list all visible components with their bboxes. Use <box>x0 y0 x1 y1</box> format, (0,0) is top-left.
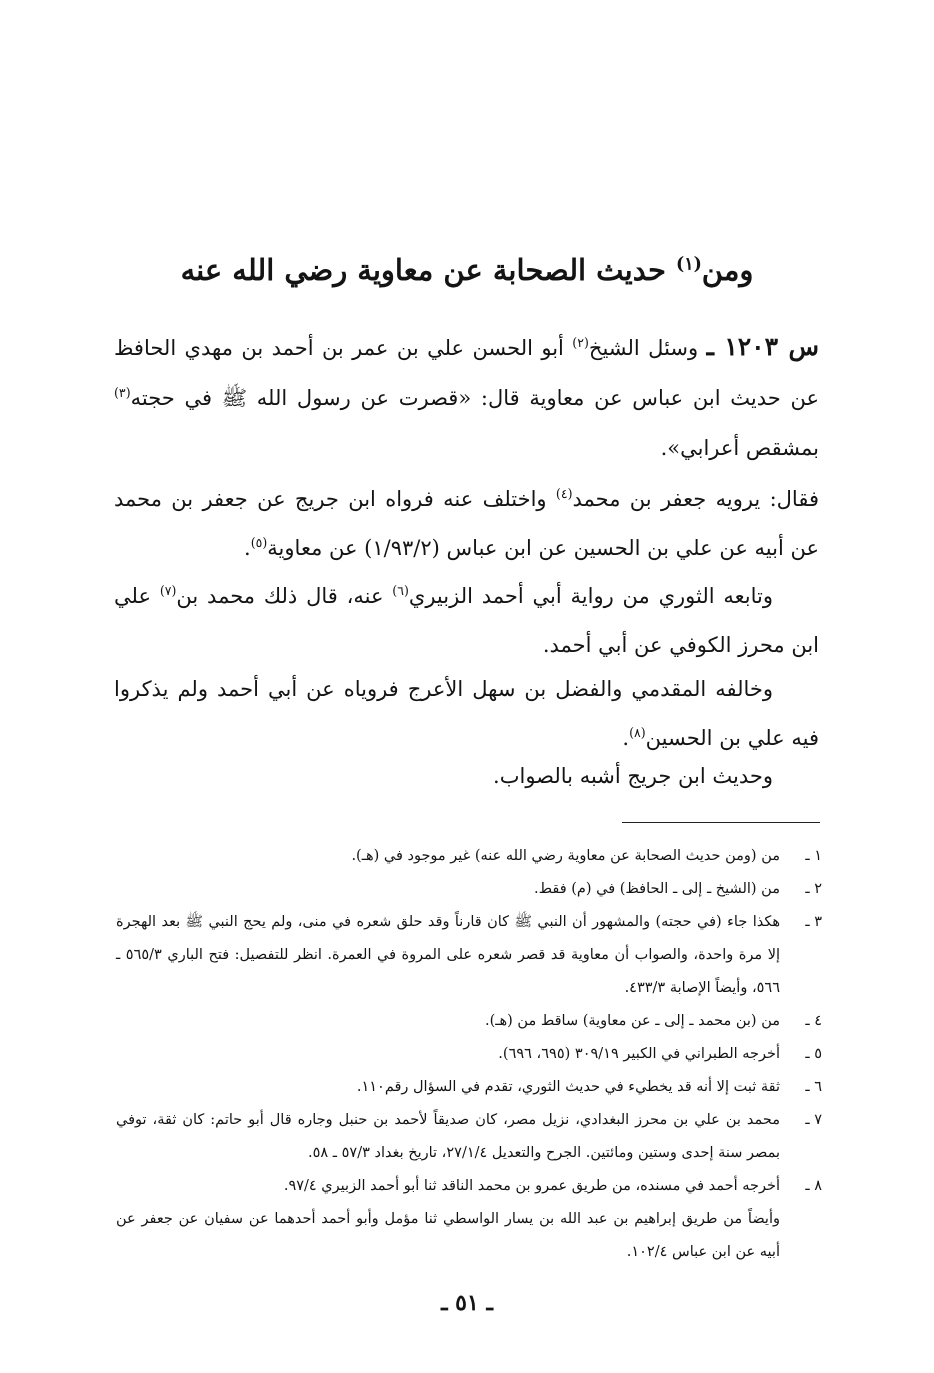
footnote-ref-8: (٨) <box>629 725 646 740</box>
conclusion-text: وحديث ابن جريج أشبه بالصواب. <box>493 764 773 788</box>
footnote-marker: ٢ ـ <box>805 881 822 897</box>
muqaddami-text: وخالفه المقدمي والفضل بن سهل الأعرج فروياه عن أبي أحمد ولم يذكروا فيه علي بن الحسين <box>114 677 819 750</box>
footnote-ref-6: (٦) <box>392 583 409 598</box>
footnote-marker: ٤ ـ <box>805 1013 822 1029</box>
question-number: س ١٢٠٣ ـ <box>706 332 819 361</box>
footnotes <box>116 840 822 1269</box>
paragraph-thawri <box>114 572 819 670</box>
footnote-ref-4: (٤) <box>555 486 573 501</box>
footnote-ref-2: (٢) <box>572 335 589 350</box>
footnote-1 <box>116 840 822 873</box>
footnote-text: من (ومن حديث الصحابة عن معاوية رضي الله عنه) غير موجود في (هـ). <box>351 848 780 864</box>
footnote-7 <box>116 1104 822 1170</box>
thawri-text-c: علي ابن محرز الكوفي عن أبي أحمد. <box>114 584 819 657</box>
answer-text-b: واختلف عنه فرواه ابن جريج عن جعفر بن محمد عن أبيه عن علي بن الحسين عن ابن عباس (١/٩٣/٢) عن معاوية <box>114 487 819 560</box>
answer-end: . <box>244 536 251 560</box>
answer-text-a: فقال: يرويه جعفر بن محمد <box>572 487 819 511</box>
question-text-a: وسئل الشيخ <box>588 336 699 360</box>
footnote-marker: ٨ ـ <box>805 1178 822 1194</box>
paragraph-muqaddami <box>114 665 819 763</box>
section-heading <box>110 250 824 290</box>
footnote-text: محمد بن علي بن محرز البغدادي، نزيل مصر، كان صديقاً لأحمد بن حنبل وجاره قال أبو حاتم: كان ثقة، توفي بمصر سنة إحدى وستين ومائتين. الجرح والتعديل ٢٧/١/٤، تاريخ بغداد ٥٧/٣ ـ ٥٨. <box>116 1112 780 1161</box>
footnote-ref-1: (١) <box>675 254 702 275</box>
thawri-text-a: وتابعه الثوري من رواية أبي أحمد الزبيري <box>408 584 773 608</box>
footnote-3 <box>116 906 822 1005</box>
footnote-8 <box>116 1170 822 1203</box>
footnote-marker: ٣ ـ <box>805 914 822 930</box>
footnote-ref-3: (٣) <box>114 385 131 400</box>
footnote-6 <box>116 1071 822 1104</box>
question-paragraph <box>114 322 819 473</box>
question-text-b: أبو الحسن علي بن عمر بن أحمد بن مهدي الحافظ عن حديث ابن عباس عن معاوية قال: «قصرت عن رسول الله ﷺ في حجته <box>114 336 819 410</box>
footnote-8-continuation: وأيضاً من طريق إبراهيم بن عبد الله بن يسار الواسطي ثنا مؤمل وأبو أحمد أحدهما عن سفيان عن جعفر عن أبيه عن ابن عباس ١٠٢/٤. <box>116 1211 780 1260</box>
footnote-marker: ٦ ـ <box>805 1079 822 1095</box>
footnote-2 <box>116 873 822 906</box>
answer-paragraph <box>114 475 819 573</box>
heading-text: حديث الصحابة عن معاوية رضي الله عنه <box>180 253 666 287</box>
page-number: ـ ٥١ ـ <box>441 1290 493 1316</box>
footnote-4 <box>116 1005 822 1038</box>
footnote-marker: ٧ ـ <box>805 1112 822 1128</box>
footnote-ref-7: (٧) <box>159 583 177 598</box>
footnote-5 <box>116 1038 822 1071</box>
footnote-marker: ١ ـ <box>805 848 822 864</box>
thawri-text-b: عنه، قال ذلك محمد بن <box>176 584 384 608</box>
footnote-text: من (بن محمد ـ إلى ـ عن معاوية) ساقط من (هـ). <box>485 1013 780 1029</box>
footnote-text: هكذا جاء (في حجته) والمشهور أن النبي ﷺ كان قارناً وقد حلق شعره في منى، ولم يحج النبي ﷺ بعد الهجرة إلا مرة واحدة، والصواب أن معاوية قد قصر شعره على المروة في العمرة. انظر للتفصيل: فتح الباري ٥٦٥/٣ ـ ٥٦٦، وأيضاً الإصابة ٤٣٣/٣. <box>116 914 780 996</box>
footnote-text: من (الشيخ ـ إلى ـ الحافظ) في (م) فقط. <box>533 881 780 897</box>
footnote-separator <box>622 822 820 823</box>
footnote-text: ثقة ثبت إلا أنه قد يخطيء في حديث الثوري، تقدم في السؤال رقم١١٠. <box>356 1079 780 1095</box>
footnote-marker: ٥ ـ <box>805 1046 822 1062</box>
footnote-text: أخرجه الطبراني في الكبير ٣٠٩/١٩ (٦٩٥، ٦٩٦). <box>498 1046 780 1062</box>
paragraph-conclusion <box>114 761 819 791</box>
muqaddami-end: . <box>622 726 630 750</box>
heading-pre: ومن <box>701 253 754 287</box>
footnote-ref-5: (٥) <box>250 535 268 550</box>
footnote-text: أخرجه أحمد في مسنده، من طريق عمرو بن محمد الناقد ثنا أبو أحمد الزبيري ٩٧/٤. <box>283 1178 780 1194</box>
question-text-c: بمشقص أعرابي». <box>660 436 819 460</box>
